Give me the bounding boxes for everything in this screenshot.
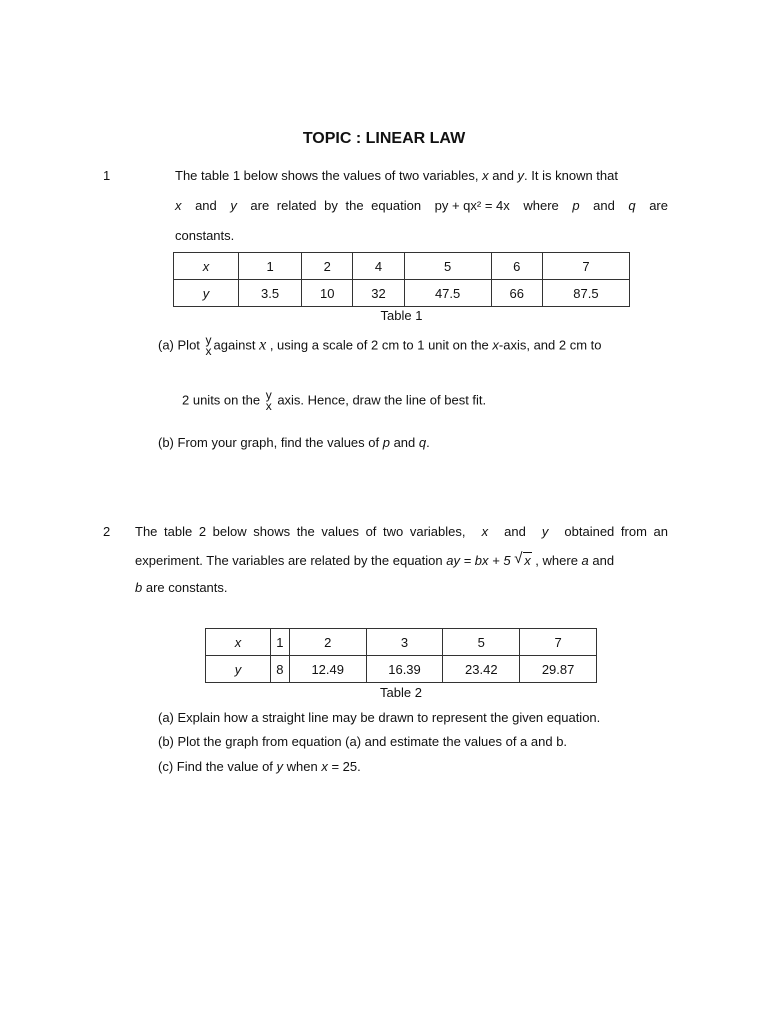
q1-l2-y: y: [230, 198, 237, 213]
q1-part-b-p: p: [382, 435, 390, 450]
table-2-y-label: y: [234, 661, 242, 677]
table-row: [174, 280, 630, 307]
table-row: [174, 253, 630, 280]
q1-part-a-rest2: -axis, and 2 cm to: [498, 337, 602, 353]
q1-l2-and2: and: [593, 198, 615, 213]
table-header-cell: [206, 629, 271, 656]
table-1-y-label: y: [202, 285, 210, 301]
q1-var-y: y: [517, 168, 525, 183]
q1-l2-and: and: [195, 198, 217, 213]
table-cell: 7: [542, 253, 629, 280]
q1-intro-line3: constants.: [175, 228, 235, 243]
table-cell: 87.5: [542, 280, 629, 307]
table-cell: 16.39: [366, 656, 443, 683]
sqrt-argument: x: [524, 553, 531, 568]
q2-part-c-x: x: [321, 759, 328, 774]
q2-l3-rest: are constants.: [142, 580, 228, 595]
table-row: [206, 629, 597, 656]
q1-intro-line2: [175, 198, 668, 213]
table-row: [206, 656, 597, 683]
q1-l2-p: p: [572, 198, 580, 213]
q2-l2-and: and: [588, 553, 615, 568]
q2-part-b-text: Plot the graph from equation (a) and estimate the values of a and b.: [177, 734, 568, 749]
q1-and: and: [488, 168, 518, 183]
q2-l2-b: , where: [531, 553, 582, 568]
q1-part-b: [158, 435, 430, 450]
q1-intro-text-b: . It is known that: [524, 168, 618, 183]
q1-equation: py + qx² = 4x: [434, 198, 510, 213]
table-cell: 10: [302, 280, 353, 307]
q1-l2-where: where: [523, 198, 559, 213]
q1-part-a-rest: , using a scale of 2 cm to 1 unit on the: [269, 337, 493, 353]
q1-part-a-label: (a): [158, 337, 174, 353]
q2-l3-b-var: b: [135, 580, 143, 595]
table-2-x-label: x: [234, 634, 242, 650]
page-title: TOPIC : LINEAR LAW: [302, 130, 466, 147]
q2-line3: [135, 580, 228, 595]
q2-l1-b: obtained from an: [564, 524, 668, 539]
q1-part-a-xaxis-var: x: [492, 337, 499, 353]
q1-l2-q: q: [628, 198, 636, 213]
question-2-number: 2: [103, 524, 111, 539]
q1-intro-line1: [175, 168, 618, 183]
table-cell: 4: [353, 253, 404, 280]
q1-part-a-var-x: x: [259, 336, 267, 354]
table-cell: 1: [271, 629, 290, 656]
table-header-cell: [174, 253, 239, 280]
sqrt-x: [514, 550, 532, 568]
table-header-cell: [206, 656, 271, 683]
table-cell: 2: [289, 629, 366, 656]
q1-l2-are: are: [649, 198, 668, 213]
q2-equation: ay = bx + 5: [446, 553, 511, 568]
q2-part-c-y: y: [276, 759, 284, 774]
table-2-caption: Table 2: [380, 685, 422, 700]
radical-sign-icon: √: [514, 550, 523, 567]
table-cell: 3.5: [239, 280, 302, 307]
table-header-cell: [174, 280, 239, 307]
table-1-caption: Table 1: [380, 308, 423, 323]
q1-part-b-label: (b): [158, 435, 174, 450]
q1-part-b-and: and: [389, 435, 419, 450]
table-1-x-label: x: [202, 258, 210, 274]
q1-part-a-line2: [182, 390, 486, 412]
q2-part-a-text: Explain how a straight line may be drawn to represent the given equation.: [177, 710, 601, 725]
table-cell: 12.49: [289, 656, 366, 683]
q2-part-c-text-a: Find the value of: [176, 759, 277, 774]
q2-l1-x: x: [481, 524, 489, 539]
table-cell: 8: [271, 656, 290, 683]
q2-line1: [135, 524, 668, 539]
table-cell: 2: [302, 253, 353, 280]
table-cell: 32: [353, 280, 404, 307]
q2-l2-a: experiment. The variables are related by the equation: [135, 553, 447, 568]
q2-l1-y: y: [541, 524, 549, 539]
q2-l1-and: and: [504, 524, 526, 539]
table-cell: 1: [239, 253, 302, 280]
q2-part-b-label: (b): [158, 734, 174, 749]
table-cell: 5: [404, 253, 491, 280]
q1-part-b-q: q: [418, 435, 427, 450]
q1-part-a-against: against: [213, 337, 256, 353]
q1-part-b-text: From your graph, find the values of: [177, 435, 383, 450]
table-1: [173, 252, 630, 307]
table-cell: 5: [443, 629, 520, 656]
q2-part-c-text-c: = 25.: [327, 759, 361, 774]
q1-part-a-line1: [158, 335, 668, 357]
q1-part-a-plot: Plot: [177, 337, 200, 353]
fraction-denominator: x: [205, 344, 212, 358]
table-cell: 29.87: [520, 656, 597, 683]
table-cell: 66: [491, 280, 542, 307]
q1-part-b-end: .: [426, 435, 430, 450]
table-cell: 6: [491, 253, 542, 280]
q2-l1-a: The table 2 below shows the values of two variables,: [135, 524, 466, 539]
q1-part-a-line2-a: 2 units on the: [182, 392, 261, 408]
q2-l2-a-var: a: [581, 553, 589, 568]
q1-var-x: x: [482, 168, 489, 183]
table-cell: 23.42: [443, 656, 520, 683]
table-cell: 47.5: [404, 280, 491, 307]
fraction-denominator: x: [265, 399, 272, 413]
fraction-numerator: y: [205, 333, 212, 347]
fraction-numerator: y: [265, 388, 272, 402]
fraction-y-over-x: [206, 335, 212, 357]
q1-intro-text-a: The table 1 below shows the values of two variables,: [175, 168, 483, 183]
q1-l2-related: are related by the equation: [250, 198, 422, 213]
q1-l2-x: x: [175, 198, 182, 213]
q2-part-a-label: (a): [158, 710, 174, 725]
q2-part-c-label: (c): [158, 759, 174, 774]
table-cell: 7: [520, 629, 597, 656]
q2-part-b: [158, 734, 567, 749]
q2-part-c: [158, 759, 361, 774]
q2-line2: [135, 550, 615, 568]
fraction-y-over-x-2: [266, 390, 272, 412]
question-1-number: 1: [103, 168, 111, 183]
q2-part-c-text-b: when: [283, 759, 322, 774]
table-2: [205, 628, 597, 683]
q2-part-a: [158, 710, 600, 725]
q1-part-a-line2-b: axis. Hence, draw the line of best fit.: [277, 392, 487, 408]
table-cell: 3: [366, 629, 443, 656]
